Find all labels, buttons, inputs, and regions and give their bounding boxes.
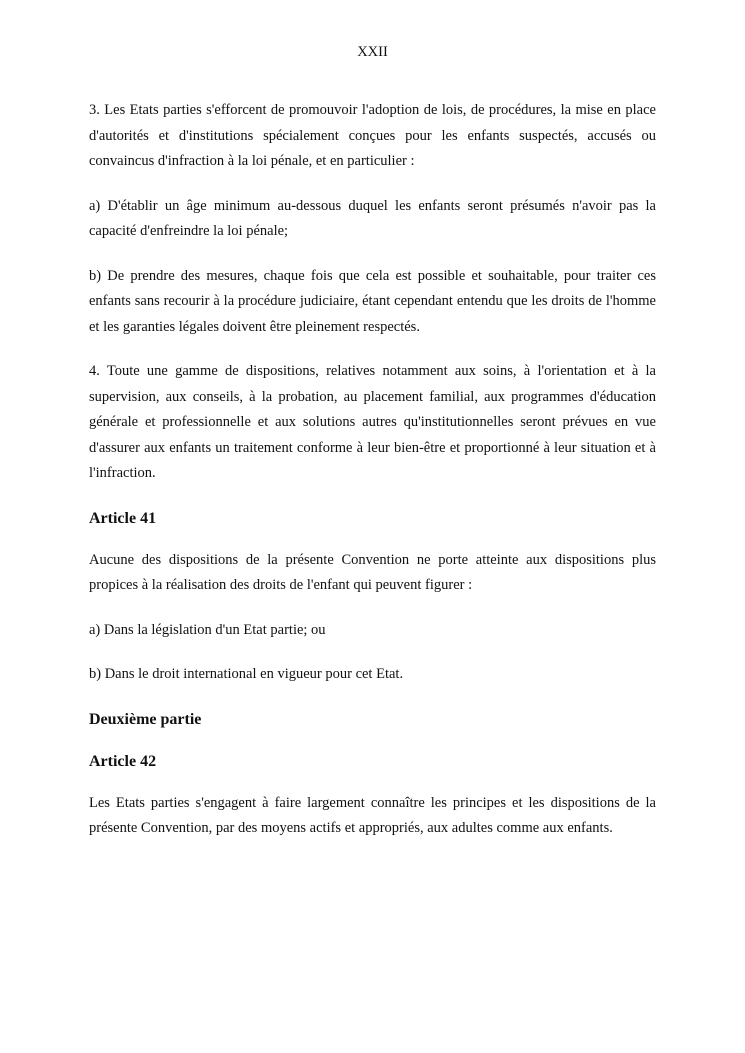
paragraph-article-41-intro: Aucune des dispositions de la présente Convention ne porte atteinte aux dispositions plus propices à la réalisation des droits de l'enfant qui peuvent figurer :	[89, 551, 656, 593]
heading-article-41: Article 41	[89, 509, 157, 527]
paragraph-article-40-item-3a: a) D'établir un âge minimum au-dessous duquel les enfants seront présumés n'avoir pas la capacité d'enfreindre la loi pénale;	[89, 197, 656, 239]
paragraph-article-40-item-3b: b) De prendre des mesures, chaque fois que cela est possible et souhaitable, pour traiter ces enfants sans recourir à la procédure judiciaire, étant cependant entendu que les droits de l'homme et les garanties légales doivent être pleinement respectés.	[89, 267, 656, 335]
paragraph-article-40-item-3: 3. Les Etats parties s'efforcent de promouvoir l'adoption de lois, de procédures, la mise en place d'autorités et d'institutions spécialement conçues pour les enfants suspectés, accusés ou convaincus d'infraction à la loi pénale, et en particulier :	[89, 102, 656, 169]
heading-part-two: Deuxième partie	[89, 710, 202, 728]
paragraph-article-40-item-4: 4. Toute une gamme de dispositions, relatives notamment aux soins, à l'orientation et à la supervision, aux conseils, à la probation, au placement familial, aux programmes d'éducation générale et professionnelle et aux solutions autres qu'institutionnelles seront prévues en vue d'assurer aux enfants un traitement conforme à leur bien-être et proportionné à leur situation et à l'infraction.	[89, 363, 656, 481]
paragraph-article-41-item-a: a) Dans la législation d'un Etat partie; ou	[89, 621, 326, 638]
paragraph-article-41-item-b: b) Dans le droit international en vigueur pour cet Etat.	[89, 666, 404, 682]
heading-article-42: Article 42	[89, 752, 157, 770]
page-number: XXII	[357, 44, 388, 60]
paragraph-article-42: Les Etats parties s'engagent à faire largement connaître les principes et les dispositions de la présente Convention, par des moyens actifs et appropriés, aux adultes comme aux enfants.	[89, 794, 656, 836]
